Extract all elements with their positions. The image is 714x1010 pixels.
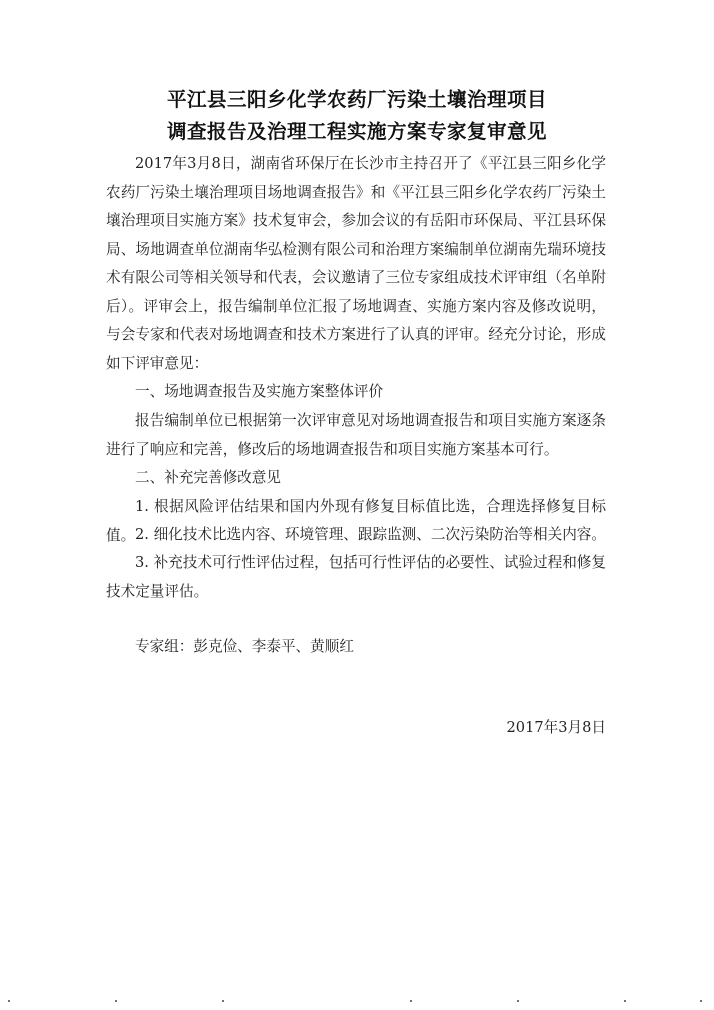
section-1-paragraph: 报告编制单位已根据第一次评审意见对场地调查报告和项目实施方案逐条进行了响应和完善，修改后的场地调查报告和项目实施方案基本可行。: [106, 412, 606, 458]
document-title-line-2: 调查报告及治理工程实施方案专家复审意见: [166, 120, 547, 143]
scan-artifact: [700, 1000, 702, 1002]
scan-artifact: [115, 1000, 117, 1002]
section-2-item-block-3: [106, 549, 606, 606]
scan-artifact: [517, 1000, 519, 1002]
intro-paragraph-block: [106, 150, 606, 378]
section-2-item: 3. 补充技术可行性评估过程，包括可行性评估的必要性、试验过程和修复技术定量评估。: [106, 554, 606, 600]
scan-artifact: [222, 1000, 224, 1002]
section-1-heading-block: [106, 378, 606, 407]
scan-artifact: [8, 1000, 10, 1002]
section-2-item: 1. 根据风险评估结果和国内外现有修复目标值比选，合理选择修复目标值。: [106, 498, 606, 544]
section-2-heading-block: [106, 464, 606, 493]
scan-artifact: [624, 1000, 626, 1002]
section-2-heading: 二、补充完善修改意见: [135, 469, 281, 486]
intro-paragraph: 2017年3月8日，湖南省环保厅在长沙市主持召开了《平江县三阳乡化学农药厂污染土壤治理项目场地调查报告》和《平江县三阳乡化学农药厂污染土壤治理项目实施方案》技术复审会，参加会议的有岳阳市环保局、平江县环保局、场地调查单位湖南华弘检测有限公司和治理方案编制单位湖南先瑞环境技术有限公司等相关领导和代表，会议邀请了三位专家组成技术评审组（名单附后）。评审会上，报告编制单位汇报了场地调查、实施方案内容及修改说明，与会专家和代表对场地调查和技术方案进行了认真的评审。经充分讨论，形成如下评审意见：: [106, 155, 606, 372]
section-2-item: 2. 细化技术比选内容、环境管理、跟踪监测、二次污染防治等相关内容。: [135, 526, 606, 543]
section-1-paragraph-block: [106, 407, 606, 464]
scan-artifact: [410, 1000, 412, 1002]
document-date: 2017年3月8日: [506, 719, 606, 736]
experts-line: 专家组：彭克俭、李泰平、黄顺红: [135, 638, 354, 655]
section-1-heading: 一、场地调查报告及实施方案整体评价: [135, 383, 384, 400]
experts-block: [106, 633, 606, 662]
section-2-item-block-2: [106, 521, 606, 550]
document-title-line-1: 平江县三阳乡化学农药厂污染土壤治理项目: [166, 88, 547, 111]
